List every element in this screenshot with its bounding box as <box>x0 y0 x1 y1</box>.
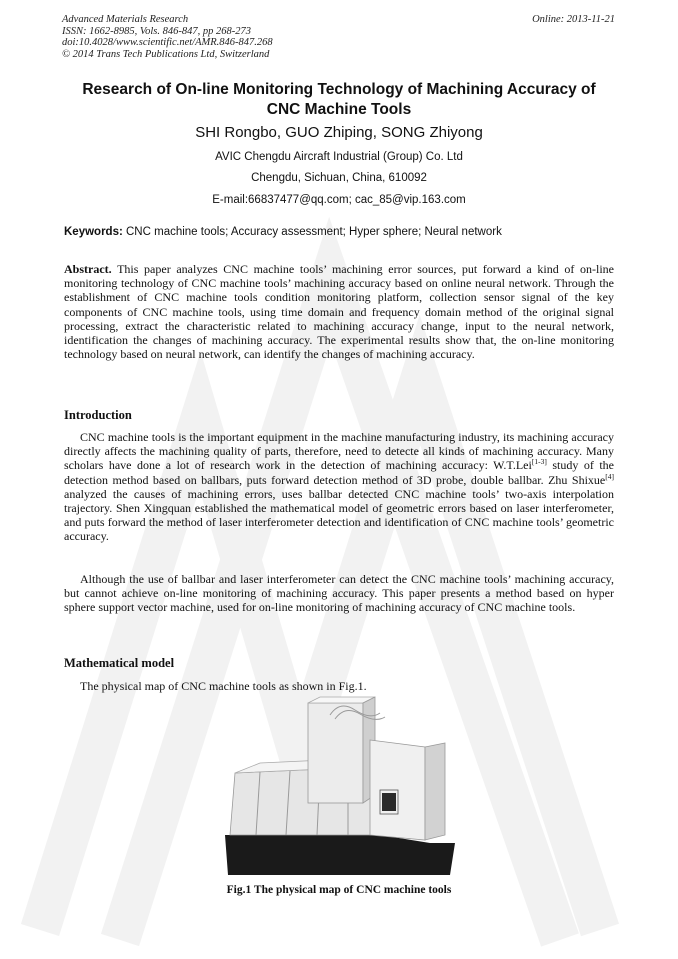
title-line-1: Research of On-line Monitoring Technology of Machining Accuracy of <box>82 81 596 98</box>
journal-header <box>62 14 273 60</box>
math-paragraph-1: The physical map of CNC machine tools as shown in Fig.1. <box>80 679 367 693</box>
citation-ref-4: [4] <box>605 471 614 481</box>
citation-ref-1-3: [1-3] <box>531 457 547 467</box>
title-line-2: CNC Machine Tools <box>266 101 412 118</box>
issn-line: ISSN: 1662-8985, Vols. 846-847, pp 268-273 <box>62 25 251 37</box>
keywords-label: Keywords: <box>64 226 123 238</box>
intro-p1-part-a: CNC machine tools is the important equipment in the machine manufacturing industry, its machining accuracy directly affects the machining quality of parts, therefore, need to detecte all kinds of machining accuracy. Many scholars have done a lot of research work in the detection of machining accuracy: W.T.Lei <box>64 430 614 473</box>
intro-p1-part-b: study of the detection method based on ballbars, puts forward detection method of 3D probe, double ballbar. Zhu Shixue <box>64 458 614 487</box>
control-panel-screen <box>382 793 396 811</box>
intro-paragraph-1 <box>64 430 614 544</box>
intro-paragraph-2: Although the use of ballbar and laser interferometer can detect the CNC machine tools’ machining accuracy, but cannot achieve on-line monitoring of machining accuracy. This paper presents a method based on hyper sphere support vector machine, used for on-line monitoring of machining accuracy of CNC machine tools. <box>64 572 614 615</box>
section-heading-mathematical-model: Mathematical model <box>64 656 175 670</box>
copyright-line: © 2014 Trans Tech Publications Ltd, Switzerland <box>62 48 270 60</box>
email: E-mail:66837477@qq.com; cac_85@vip.163.com <box>212 194 466 206</box>
keywords <box>64 226 502 238</box>
affiliation: AVIC Chengdu Aircraft Industrial (Group) Co. Ltd <box>215 151 463 163</box>
online-date: Online: 2013-11-21 <box>532 14 615 25</box>
authors: SHI Rongbo, GUO Zhiping, SONG Zhiyong <box>195 124 483 141</box>
keywords-text: CNC machine tools; Accuracy assessment; Hyper sphere; Neural network <box>126 226 502 238</box>
intro-p1-part-c: analyzed the causes of machining errors, uses ballbar detected CNC machine tools’ two-axis interpolation trajectory. Shen Xingquan established the mathematical model of geometric errors based on laser interferometer, and puts forward the method of laser interferometer detection and identification of CNC machine tools’ geometric accuracy. <box>64 486 614 544</box>
section-heading-introduction: Introduction <box>64 408 132 422</box>
doi-line: doi:10.4028/www.scientific.net/AMR.846-847.268 <box>62 37 273 48</box>
abstract-label: Abstract. <box>64 262 112 276</box>
cabinet-side <box>425 743 445 840</box>
cnc-machine-figure <box>220 695 460 880</box>
address: Chengdu, Sichuan, China, 610092 <box>251 172 427 184</box>
abstract <box>64 262 614 361</box>
machine-base-shadow <box>225 835 455 875</box>
paper-title <box>40 80 638 120</box>
abstract-text: This paper analyzes CNC machine tools’ machining error sources, put forward a kind of on-line monitoring technology of CNC machine tools’ machining accuracy based on online neural network. Through the establishment of CNC machine tools condition monitoring platform, collection sensor signal of the key components of CNC machine tools, using time domain and frequency domain method of the original signal processing, extract the characteristic related to machining accuracy change, input to the neural network, identification the changes of machining accuracy. The experimental results show that, the on-line monitoring technology based on neural network, can identify the changes of machining accuracy. <box>64 262 614 362</box>
figure-caption: Fig.1 The physical map of CNC machine tools <box>226 884 452 896</box>
journal-name: Advanced Materials Research <box>62 14 189 25</box>
